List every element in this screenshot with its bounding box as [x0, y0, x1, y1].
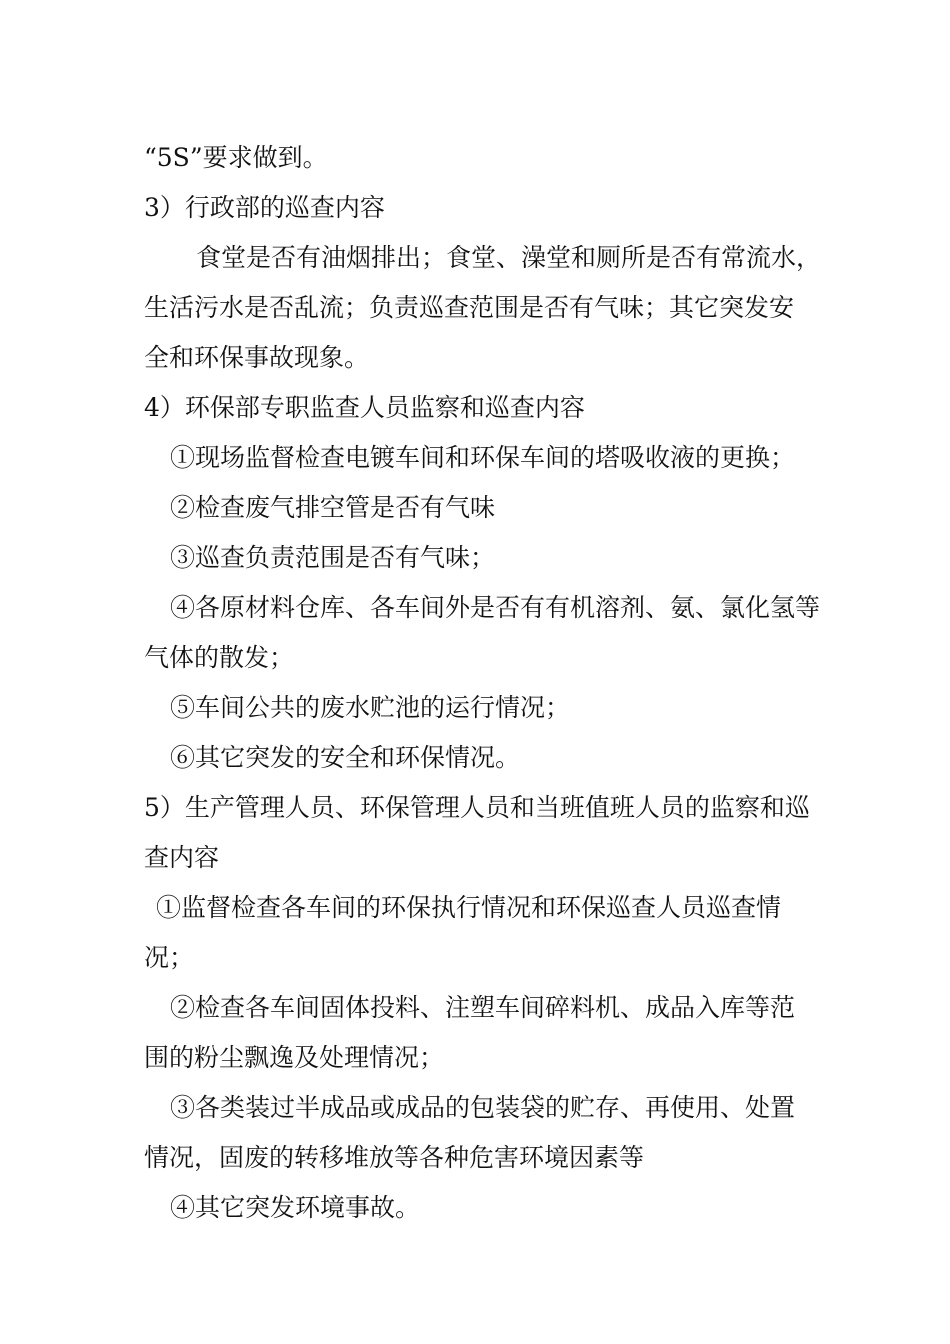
list-item: ①监督检查各车间的环保执行情况和环保巡查人员巡查情 [156, 893, 782, 922]
list-item: ③各类装过半成品或成品的包装袋的贮存、再使用、处置 [170, 1093, 796, 1122]
heading-admin-inspection: 3）行政部的巡查内容 [144, 193, 385, 222]
list-item: ④各原材料仓库、各车间外是否有有机溶剂、氨、氯化氢等 [170, 593, 821, 622]
text-line: 况； [144, 943, 195, 972]
list-item: ①现场监督检查电镀车间和环保车间的塔吸收液的更换； [170, 443, 796, 472]
list-item: ②检查各车间固体投料、注塑车间碎料机、成品入库等范 [170, 993, 796, 1022]
text-line-5s: “5S”要求做到。 [144, 143, 328, 172]
text-line: 全和环保事故现象。 [144, 343, 370, 372]
text-line: 气体的散发； [144, 643, 295, 672]
heading-env-dept-inspection: 4）环保部专职监查人员监察和巡查内容 [144, 393, 585, 422]
text-line: 情况，固废的转移堆放等各种危害环境因素等 [144, 1143, 645, 1172]
list-item: ⑤车间公共的废水贮池的运行情况； [170, 693, 571, 722]
list-item: ③巡查负责范围是否有气味； [170, 543, 496, 572]
text-line: 生活污水是否乱流；负责巡查范围是否有气味；其它突发安 [144, 293, 795, 322]
list-item: ④其它突发环境事故。 [170, 1193, 421, 1222]
heading-management-inspection: 5）生产管理人员、环保管理人员和当班值班人员的监察和巡 [144, 793, 810, 822]
text-line: 食堂是否有油烟排出；食堂、澡堂和厕所是否有常流水， [196, 243, 822, 272]
text-line: 围的粉尘飘逸及处理情况； [144, 1043, 445, 1072]
list-item: ⑥其它突发的安全和环保情况。 [170, 743, 521, 772]
text-line: 查内容 [144, 843, 220, 872]
list-item: ②检查废气排空管是否有气味 [170, 493, 496, 522]
document-body [144, 133, 822, 1233]
